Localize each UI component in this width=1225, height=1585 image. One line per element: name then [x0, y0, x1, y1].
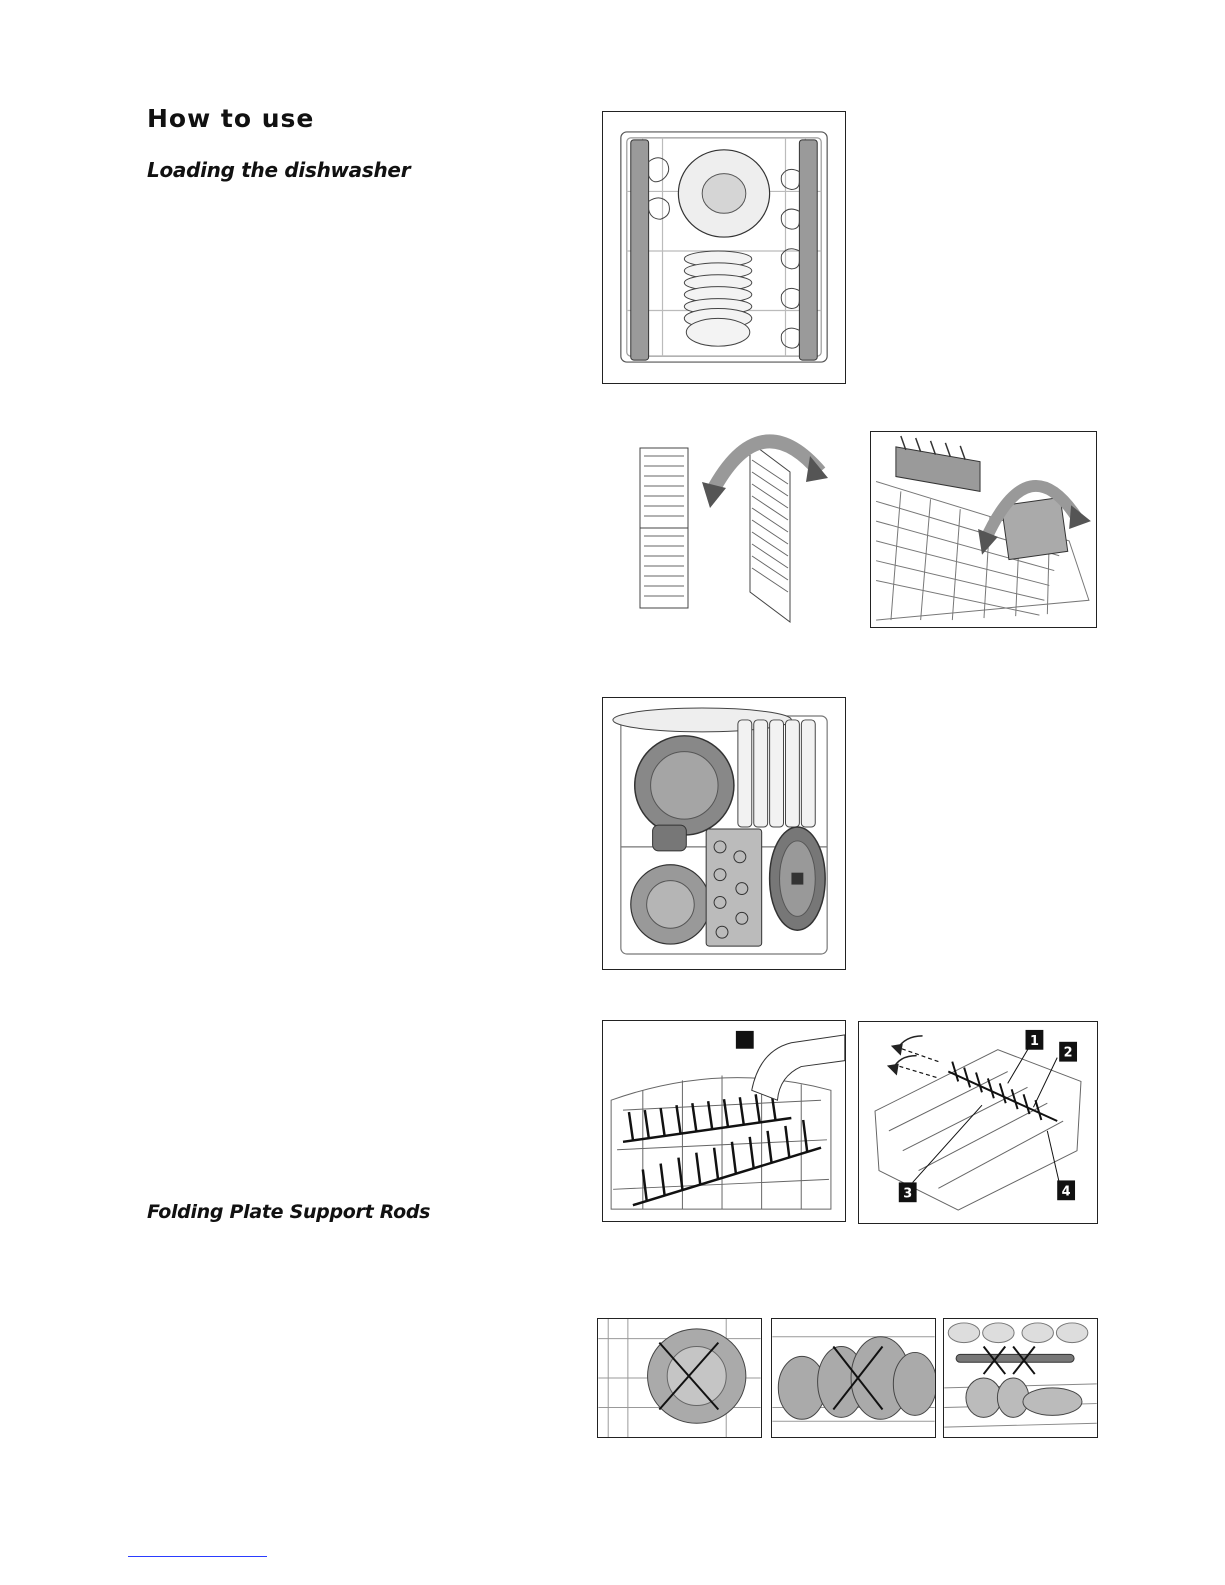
- wrong-loading-example-2: [771, 1318, 936, 1438]
- section-heading-folding-rods: Folding Plate Support Rods: [147, 1201, 431, 1223]
- page-title: How to use: [147, 104, 315, 133]
- callout-markers: [899, 1030, 1077, 1202]
- footer-link-underline[interactable]: [128, 1556, 267, 1557]
- callout-4: 4: [1061, 1184, 1071, 1200]
- fold-rods-hand-illustration: [602, 1020, 846, 1222]
- cup-rack-rotate-illustration: [630, 412, 830, 628]
- cup-rack-in-basket-illustration: [870, 431, 1097, 628]
- callout-3: 3: [903, 1186, 913, 1202]
- lower-basket-illustration: [602, 697, 846, 970]
- section-heading-loading: Loading the dishwasher: [147, 158, 411, 182]
- callout-2: 2: [1063, 1045, 1073, 1061]
- wrong-loading-example-3: [943, 1318, 1098, 1438]
- callout-1: 1: [1029, 1033, 1039, 1049]
- upper-basket-illustration: [602, 111, 846, 384]
- wrong-loading-example-1: [597, 1318, 762, 1438]
- fold-rods-numbered-illustration: [858, 1021, 1098, 1224]
